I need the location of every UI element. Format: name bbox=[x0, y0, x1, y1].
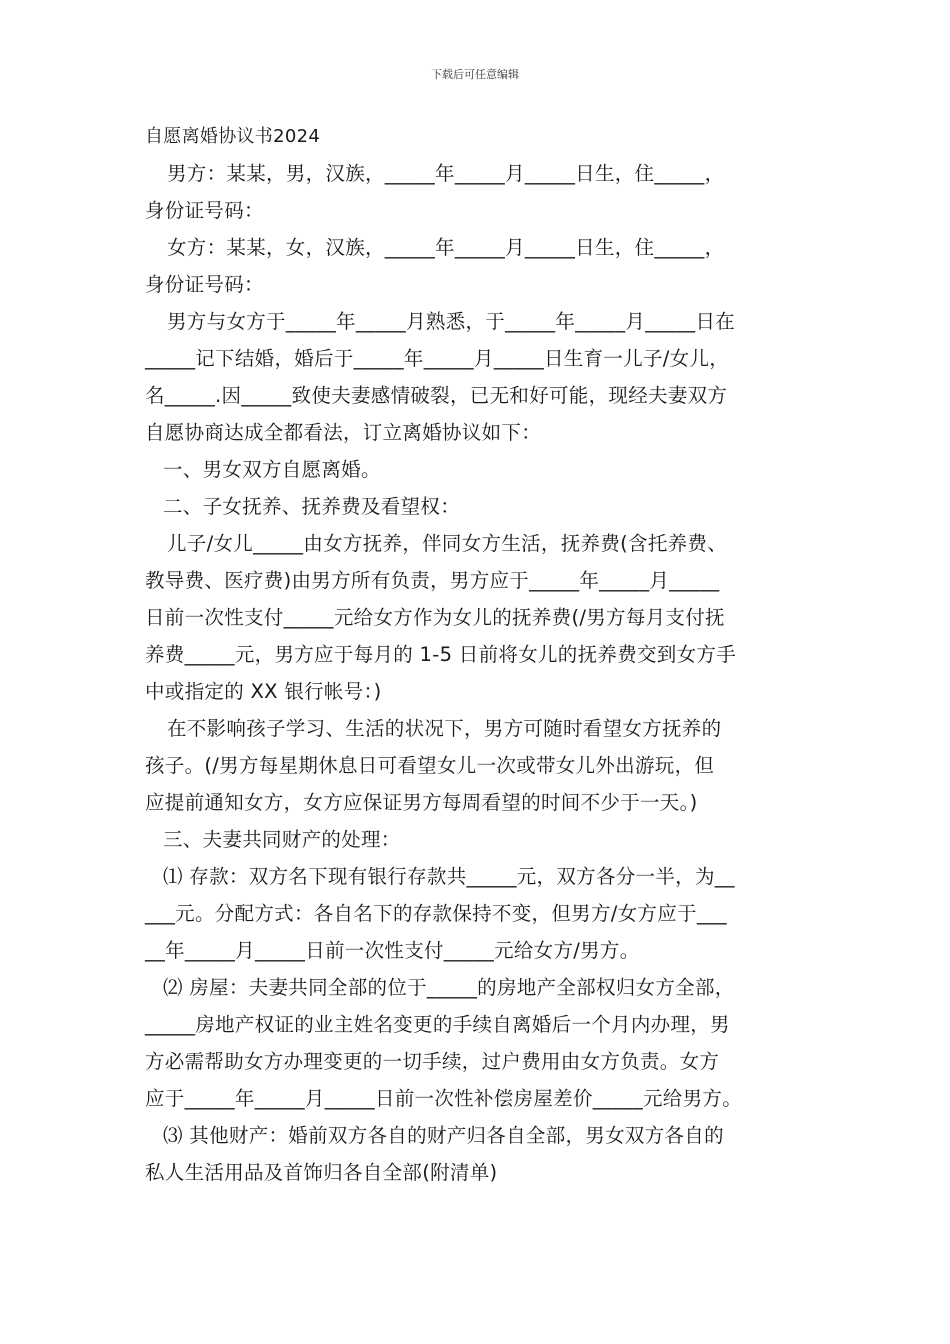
male-id-line: 身份证号码： bbox=[145, 199, 264, 222]
male-party-line: 男方：某某，男，汉族，_____年_____月_____日生，住_____， bbox=[167, 162, 725, 185]
paragraph-line: 教导费、医疗费)由男方所有负责，男方应于_____年_____月_____ bbox=[145, 569, 720, 592]
paragraph-line: 方必需帮助女方办理变更的一切手续，过户费用由女方负责。女方 bbox=[145, 1050, 720, 1073]
paragraph-line: 应于_____年_____月_____日前一次性补偿房屋差价_____元给男方。 bbox=[145, 1087, 742, 1110]
page-header: 下载后可任意编辑 bbox=[431, 68, 519, 81]
paragraph-line: __年_____月_____日前一次性支付_____元给女方/男方。 bbox=[145, 939, 640, 962]
paragraph-line: 男方与女方于_____年_____月熟悉，于_____年_____月_____日在 bbox=[167, 310, 736, 333]
paragraph-line: 孩子。(/男方每星期休息日可看望女儿一次或带女儿外出游玩，但 bbox=[145, 754, 715, 777]
female-party-line: 女方：某某，女，汉族，_____年_____月_____日生，住_____， bbox=[167, 236, 725, 259]
paragraph-line: 养费_____元，男方应于每月的 1-5 日前将女儿的抚养费交到女方手 bbox=[145, 643, 736, 666]
paragraph-line: ⑶ 其他财产：婚前双方各自的财产归各自全部，男女双方各自的 bbox=[163, 1124, 724, 1147]
document-title: 自愿离婚协议书2024 bbox=[145, 126, 321, 147]
document-body bbox=[145, 118, 810, 1191]
paragraph-line: 自愿协商达成全都看法，订立离婚协议如下： bbox=[145, 421, 542, 444]
paragraph-line: ___元。分配方式：各自名下的存款保持不变，但男方/女方应于___ bbox=[145, 902, 727, 925]
section-heading: 三、夫妻共同财产的处理： bbox=[163, 828, 401, 851]
paragraph-line: 应提前通知女方，女方应保证男方每周看望的时间不少于一天。) bbox=[145, 791, 698, 814]
paragraph-line: 名_____.因_____致使夫妻感情破裂，已无和好可能，现经夫妻双方 bbox=[145, 384, 728, 407]
paragraph-line: 在不影响孩子学习、生活的状况下，男方可随时看望女方抚养的 bbox=[167, 717, 722, 740]
paragraph-line: ⑵ 房屋：夫妻共同全部的位于_____的房地产全部权归女方全部， bbox=[163, 976, 735, 999]
section-heading: 一、男女双方自愿离婚。 bbox=[163, 458, 381, 481]
paragraph-line: ⑴ 存款：双方名下现有银行存款共_____元，双方各分一半，为__ bbox=[163, 865, 735, 888]
paragraph-line: 儿子/女儿_____由女方抚养，伴同女方生活，抚养费(含托养费、 bbox=[167, 532, 728, 555]
female-id-line: 身份证号码： bbox=[145, 273, 264, 296]
paragraph-line: 私人生活用品及首饰归各自全部(附清单) bbox=[145, 1161, 498, 1184]
paragraph-line: 日前一次性支付_____元给女方作为女儿的抚养费(/男方每月支付抚 bbox=[145, 606, 725, 629]
section-heading: 二、子女抚养、抚养费及看望权： bbox=[163, 495, 461, 518]
paragraph-line: _____记下结婚，婚后于_____年_____月_____日生育一儿子/女儿， bbox=[145, 347, 730, 370]
paragraph-line: _____房地产权证的业主姓名变更的手续自离婚后一个月内办理，男 bbox=[145, 1013, 730, 1036]
paragraph-line: 中或指定的 XX 银行帐号：) bbox=[145, 680, 382, 703]
